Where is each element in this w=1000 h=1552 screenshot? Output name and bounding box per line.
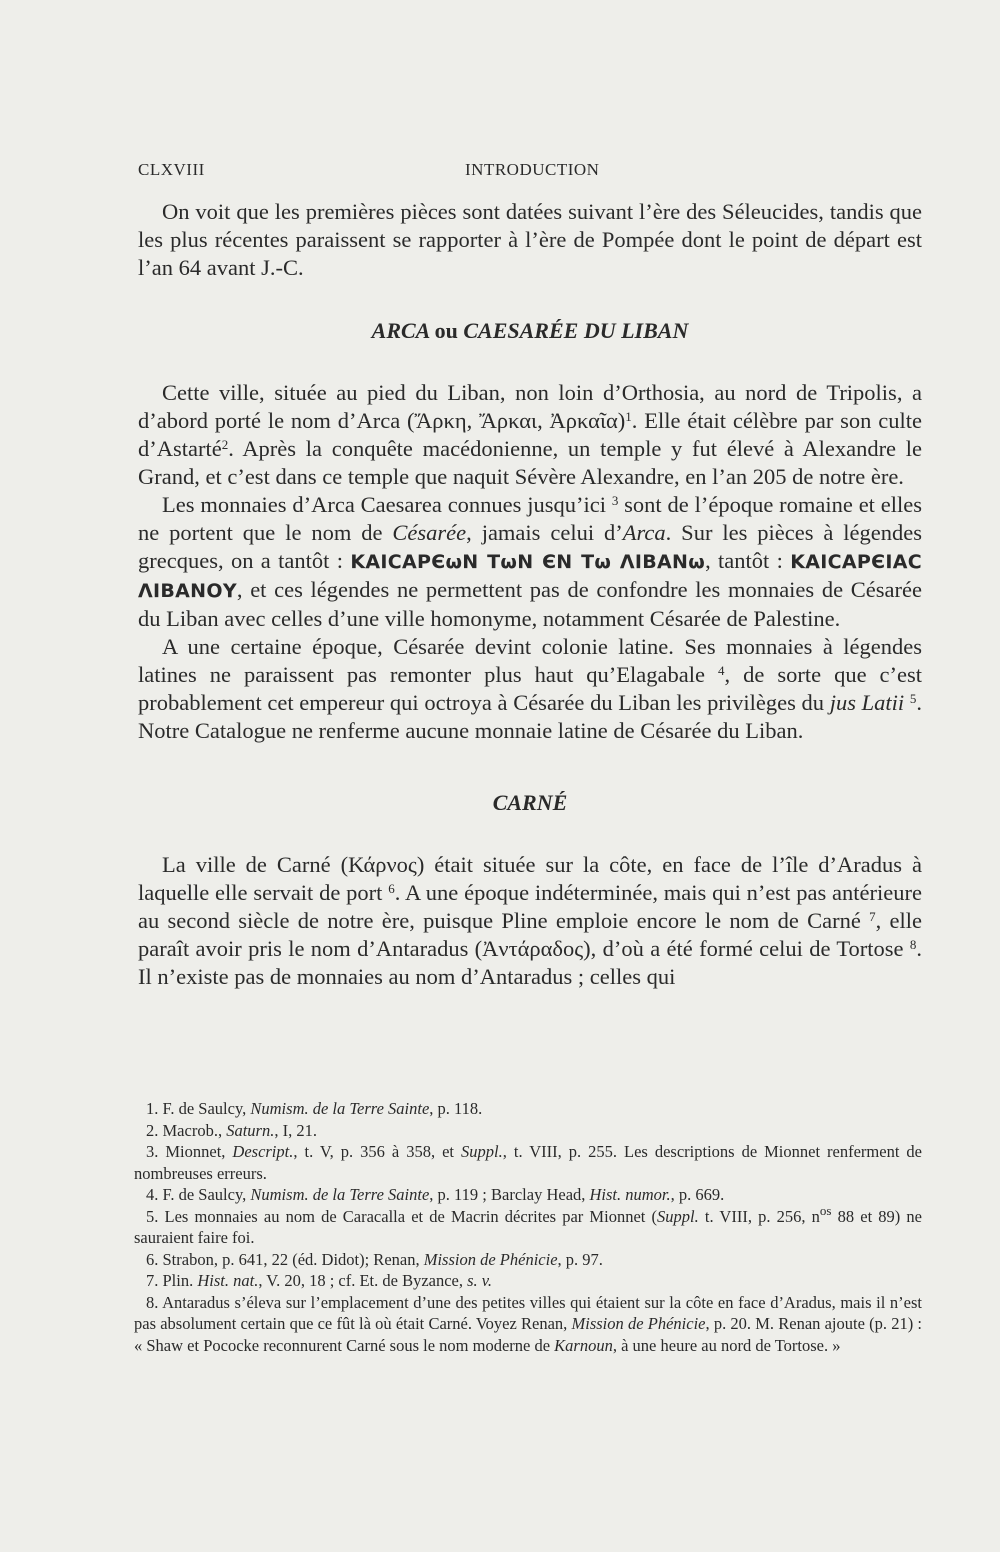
p2-text-c: . Après la conquête macédonienne, un temple y fut élevé à Alexandre le Grand, et c’est dans ce temple que naquit Sévère Alexandre, en l’an 205 de notre ère. — [138, 436, 922, 489]
running-title: INTRODUCTION — [465, 160, 600, 179]
p3-text-b: sont de l’époque romaine et elles ne portent que le nom de — [138, 492, 922, 545]
footnote-number: 8. — [146, 1292, 159, 1312]
paragraph-1: On voit que les premières pièces sont datées suivant l’ère des Séleucides, tandis que les plus récentes paraissent se rapporter à l’ère de Pompée dont le point de départ est l’an 64 avant J.-C. — [138, 199, 922, 280]
paragraph-3 — [138, 491, 922, 633]
fn-text: , I, 21. — [274, 1120, 317, 1140]
fn-title: Saturn. — [226, 1120, 275, 1140]
heading-caesaree: CAESARÉE DU LIBAN — [463, 318, 689, 343]
fn-text: Les monnaies au nom de Caracalla et de Macrin décrites par Mionnet ( — [158, 1206, 657, 1226]
fn-title: Suppl. — [461, 1142, 503, 1161]
footnote-ref-3: 3 — [611, 493, 619, 508]
fn-title: s. v. — [467, 1271, 493, 1290]
section-heading-carne: CARNÉ — [492, 790, 568, 815]
paragraph-2 — [138, 379, 922, 491]
footnote-2 — [134, 1120, 922, 1142]
fn-text: , t. V, p. 356 à 358, et — [293, 1142, 462, 1161]
footnote-4 — [134, 1184, 922, 1206]
footnote-1 — [134, 1098, 922, 1120]
p3-arca: Arca — [622, 520, 666, 545]
section-heading-arca — [138, 317, 922, 345]
footnote-ref-7: 7 — [869, 909, 876, 924]
fn-title: Mission de Phénicie — [571, 1314, 706, 1333]
p3-cesaree: Césarée — [392, 520, 467, 545]
footnote-ref-4: 4 — [718, 663, 725, 678]
fn-text: F. de Saulcy, — [158, 1099, 251, 1118]
p5-text-d: . Il n’existe pas de monnaies au nom d’Antaradus ; celles qui — [138, 936, 923, 989]
footnote-number: 3. — [146, 1142, 159, 1161]
fn-text: , à une heure au nord de Tortose. » — [612, 1335, 841, 1355]
fn-text: Strabon, p. 641, 22 (éd. Didot); Renan, — [158, 1249, 424, 1269]
footnote-ref-2: 2 — [221, 437, 229, 452]
p3-text-d: . Sur les pièces à légendes grecques, on a tantôt : — [138, 520, 923, 573]
fn-text: , p. 669. — [670, 1185, 725, 1204]
fn-text: Mionnet, — [158, 1142, 233, 1161]
footnote-number: 7. — [146, 1271, 159, 1290]
footnote-5 — [134, 1202, 923, 1249]
p3-text-a: Les monnaies d’Arca Caesarea connues jusqu’ici — [162, 492, 606, 517]
fn-title: Descript. — [232, 1142, 294, 1161]
footnotes — [134, 1098, 922, 1356]
fn-title: Hist. nat. — [197, 1271, 259, 1290]
footnote-number: 6. — [146, 1249, 159, 1269]
running-head — [138, 160, 922, 184]
fn-title: Numism. de la Terre Sainte — [250, 1099, 430, 1118]
fn-text: , V. 20, 18 ; cf. Et. de Byzance, — [258, 1271, 468, 1290]
p2-text-a: Cette ville, située au pied du Liban, non loin d’Orthosia, au nord de Tripolis, a d’abord porté le nom d’Arca (Ἄρκη, Ἄρκαι, Ἀρκαῖα) — [138, 380, 922, 433]
p5-text-b: . A une époque indéterminée, mais qui n’est pas antérieure au second siècle de notre ère, puisque Pline emploie encore le nom de Carné — [138, 880, 922, 933]
fn-text: t. VIII, p. 256, n — [698, 1206, 820, 1226]
footnote-ref-6: 6 — [388, 881, 395, 896]
fn-text: 88 et 89) ne sauraient faire foi. — [134, 1206, 923, 1247]
footnote-6 — [134, 1249, 922, 1271]
footnote-ref-5: 5 — [909, 691, 917, 706]
footnote-number: 5. — [146, 1206, 159, 1226]
fn-text: , p. 20. M. Renan ajoute (p. 21) : « Shaw et Pococke reconnurent Carné sous le nom moderne de — [134, 1314, 922, 1355]
coin-legend-2: ΚΑΙϹΑΡЄΙΑϹ ΛΙΒΑΝΟΥ — [138, 551, 922, 602]
p3-text-f: , et ces légendes ne permettent pas de confondre les monnaies de Césarée du Liban avec celles d’une ville homonyme, notamment Césarée de Palestine. — [138, 577, 922, 631]
footnote-7 — [134, 1270, 922, 1292]
p5-text-c: , elle paraît avoir pris le nom d’Antaradus (Ἀντάραδος), d’où a été formé celui de Tortose — [138, 908, 923, 961]
heading-arca: ARCA — [371, 318, 430, 343]
fn-title: Suppl. — [657, 1206, 699, 1226]
main-text — [138, 198, 922, 991]
p2-text-b: . Elle était célèbre par son culte d’Astarté — [138, 408, 922, 461]
p3-text-c: , jamais celui d’ — [466, 520, 623, 545]
footnote-3 — [134, 1141, 922, 1184]
p5-text-a: La ville de Carné (Κάρνος) était située sur la côte, en face de l’île d’Aradus à laquelle elle servait de port — [138, 852, 922, 905]
footnote-8 — [134, 1292, 922, 1357]
footnote-number: 2. — [146, 1120, 159, 1140]
footnote-number: 1. — [146, 1099, 159, 1118]
footnote-ref-8: 8 — [909, 937, 917, 952]
heading-ou: ou — [434, 318, 458, 343]
fn-title: Karnoun — [554, 1335, 613, 1355]
fn-text: F. de Saulcy, — [158, 1185, 251, 1204]
fn-text: , t. VIII, p. 255. Les descriptions de Mionnet renferment de nombreuses erreurs. — [134, 1142, 922, 1183]
paragraph-4 — [138, 633, 922, 745]
fn-text: Plin. — [158, 1271, 198, 1290]
p4-text-b: , de sorte que c’est probablement cet empereur qui octroya à Césarée du Liban les privilèges du — [138, 662, 923, 715]
fn-superscript: os — [819, 1202, 832, 1218]
fn-text: Antaradus s’éleva sur l’emplacement d’une des petites villes qui étaient sur la côte en face d’Aradus, mais il n’est pas absolument certain que ce fût là où était Carné. Voyez Renan, — [134, 1292, 922, 1333]
paragraph-5 — [138, 851, 922, 991]
page-number: CLXVIII — [138, 160, 205, 179]
fn-title: Hist. numor. — [589, 1185, 671, 1204]
fn-text: , p. 119 ; Barclay Head, — [429, 1185, 590, 1204]
fn-title: Numism. de la Terre Sainte — [250, 1185, 430, 1204]
fn-title: Mission de Phénicie — [423, 1249, 558, 1269]
fn-text: , p. 97. — [557, 1249, 603, 1269]
p4-text-c: . Notre Catalogue ne renferme aucune monnaie latine de Césarée du Liban. — [138, 690, 922, 743]
fn-text: , p. 118. — [429, 1099, 483, 1118]
footnote-ref-1: 1 — [625, 409, 632, 424]
footnote-number: 4. — [146, 1185, 159, 1204]
p4-text-a: A une certaine époque, Césarée devint colonie latine. Ses monnaies à légendes latines ne paraissent pas remonter plus haut qu’Elagabale — [138, 634, 922, 687]
fn-text: Macrob., — [158, 1120, 227, 1140]
coin-legend-1: ΚΑΙϹΑΡЄωΝ ΤωΝ ЄΝ Τω ΛΙΒΑΝω — [350, 551, 706, 573]
p4-jus-latii: jus Latii — [829, 690, 905, 715]
p3-text-e: , tantôt : — [705, 548, 791, 573]
